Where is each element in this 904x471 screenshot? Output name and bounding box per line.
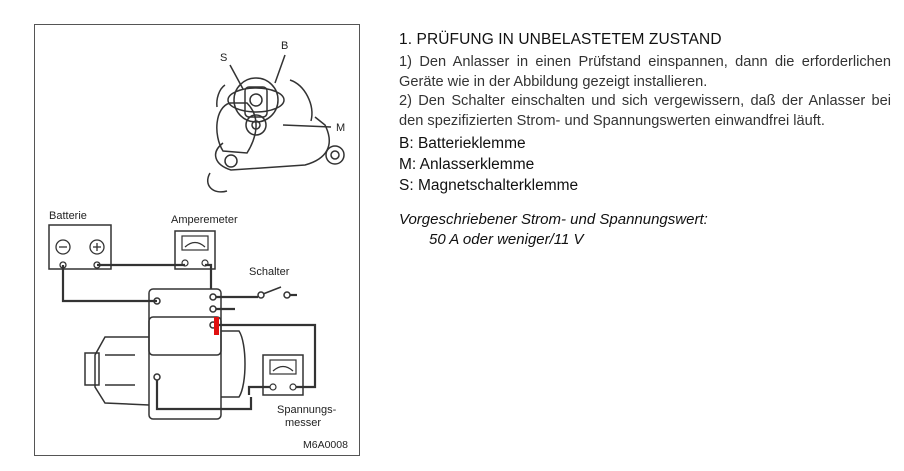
- label-s: S: [220, 52, 228, 64]
- instruction-text: [399, 31, 891, 250]
- battery-terminals: [56, 240, 104, 268]
- figure-frame: [34, 24, 360, 456]
- red-marker: [214, 317, 219, 335]
- step-2: 2) Den Schalter einschalten und sich vergewissern, daß der Anlasser bei den spezifizierten Strom- und Spannungswerten einwandfrei läuft.: [399, 93, 891, 129]
- figure-id: M6A0008: [303, 439, 348, 451]
- term-b: B: Batterieklemme: [399, 135, 526, 152]
- voltmeter-dial: [270, 360, 296, 390]
- spec-block: [399, 210, 891, 250]
- label-b: B: [281, 40, 289, 52]
- starter-end-view: [208, 55, 344, 192]
- section-heading: 1. PRÜFUNG IN UNBELASTETEM ZUSTAND: [399, 31, 722, 48]
- wiring-diagram: [35, 25, 361, 457]
- label-switch: Schalter: [249, 266, 290, 278]
- label-m: M: [336, 122, 346, 134]
- step-1: 1) Den Anlasser in einen Prüfstand einspannen, dann die erforderlichen Geräte wie in der Abbildung gezeigt installieren.: [399, 54, 891, 90]
- voltmeter: [263, 355, 303, 395]
- switch: [258, 287, 290, 298]
- label-battery: Batterie: [49, 210, 87, 222]
- label-voltmeter-line1: Spannungs-: [277, 404, 337, 416]
- ammeter-dial: [182, 236, 208, 266]
- label-ammeter: Amperemeter: [171, 214, 238, 226]
- term-s: S: Magnetschalterklemme: [399, 177, 579, 194]
- term-m: M: Anlasserklemme: [399, 156, 535, 173]
- spec-title: Vorgeschriebener Strom- und Spannungswert:: [399, 211, 708, 228]
- terminal-list: [399, 133, 891, 196]
- label-voltmeter-line2: messer: [285, 417, 322, 429]
- wiring: [63, 265, 315, 409]
- spec-value: 50 A oder weniger/11 V: [429, 231, 584, 248]
- battery: [49, 225, 111, 269]
